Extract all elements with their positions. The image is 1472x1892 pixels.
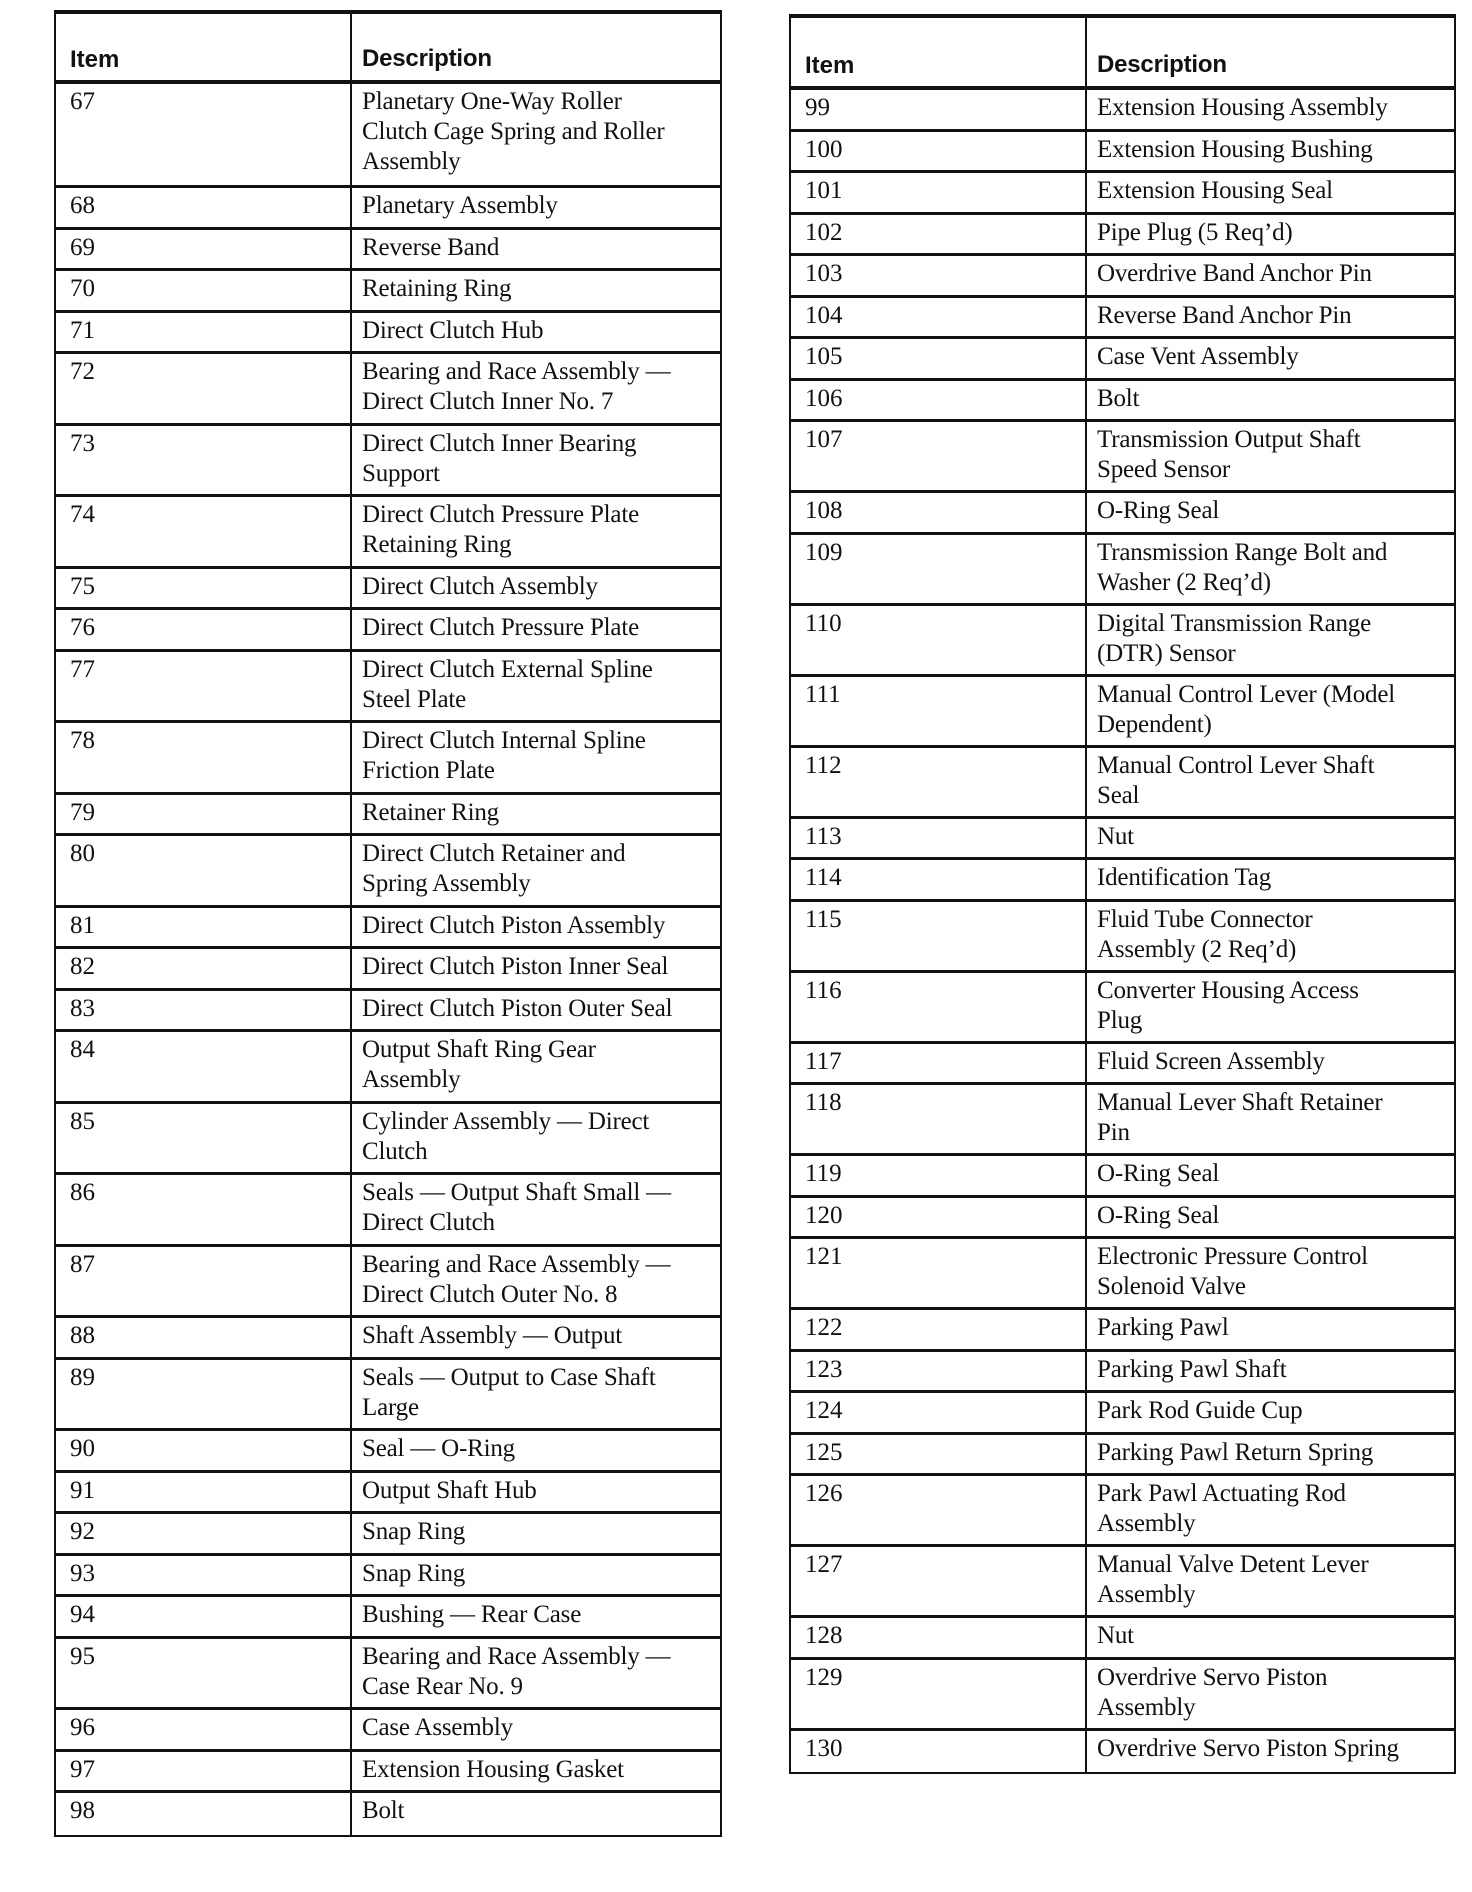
item-description — [1087, 173, 1454, 212]
description-line: Nut — [1097, 1622, 1134, 1649]
item-description — [352, 1710, 720, 1749]
table-header — [56, 14, 720, 84]
item-number: 100 — [791, 132, 1087, 171]
item-description — [352, 723, 720, 792]
item-number: 99 — [791, 90, 1087, 129]
item-description — [352, 1556, 720, 1595]
table-row — [56, 1247, 720, 1319]
item-description — [1087, 973, 1454, 1041]
item-number: 79 — [56, 795, 352, 834]
table-row — [56, 1473, 720, 1515]
item-number: 113 — [791, 819, 1087, 858]
item-description — [352, 949, 720, 988]
description-line: Manual Control Lever Shaft — [1097, 751, 1375, 779]
item-number: 101 — [791, 173, 1087, 212]
table-row — [56, 1318, 720, 1360]
item-number: 106 — [791, 381, 1087, 420]
table-row — [56, 652, 720, 724]
table-row — [791, 819, 1454, 861]
description-line: Bushing — Rear Case — [362, 1601, 582, 1628]
description-line: Bolt — [1097, 384, 1140, 412]
item-description — [1087, 860, 1454, 899]
table-row — [791, 1435, 1454, 1477]
table-row — [56, 1360, 720, 1432]
table-row — [56, 1104, 720, 1176]
description-line: Retaining Ring — [362, 275, 512, 302]
table-row — [56, 610, 720, 652]
item-description — [1087, 215, 1454, 254]
item-number: 121 — [791, 1239, 1087, 1307]
item-description — [352, 1032, 720, 1101]
description-line: Parking Pawl Shaft — [1097, 1355, 1287, 1383]
description-line: Shaft Assembly — Output — [362, 1322, 622, 1349]
item-number: 69 — [56, 230, 352, 269]
description-line: Pipe Plug (5 Req’d) — [1097, 218, 1293, 246]
table-row — [56, 1431, 720, 1473]
item-description — [352, 1752, 720, 1791]
item-number: 124 — [791, 1393, 1087, 1432]
description-line: Direct Clutch Inner No. 7 — [362, 388, 614, 415]
description-line: Transmission Range Bolt and — [1097, 538, 1388, 566]
item-description — [352, 1104, 720, 1173]
table-row — [791, 339, 1454, 381]
item-number: 123 — [791, 1352, 1087, 1391]
item-number: 77 — [56, 652, 352, 721]
item-number: 104 — [791, 298, 1087, 337]
table-row — [56, 1793, 720, 1835]
description-line: Friction Plate — [362, 757, 495, 784]
table-row — [791, 173, 1454, 215]
description-line: Overdrive Band Anchor Pin — [1097, 260, 1372, 287]
item-description — [1087, 1731, 1454, 1773]
item-number: 115 — [791, 902, 1087, 970]
table-row — [56, 1752, 720, 1794]
description-line: Reverse Band Anchor Pin — [1097, 301, 1352, 329]
item-description — [1087, 1476, 1454, 1544]
description-line: Direct Clutch External Spline — [362, 655, 653, 683]
item-description — [352, 1793, 720, 1835]
description-line: Extension Housing Seal — [1097, 177, 1333, 204]
description-line: Direct Clutch Pressure Plate — [362, 614, 639, 641]
item-number: 83 — [56, 991, 352, 1030]
description-line: Pin — [1097, 1119, 1130, 1146]
item-number: 94 — [56, 1597, 352, 1636]
description-line: Clutch — [362, 1137, 428, 1165]
description-line: Retainer Ring — [362, 798, 499, 826]
table-row — [791, 1085, 1454, 1156]
table-row — [791, 1156, 1454, 1198]
table-row — [791, 493, 1454, 535]
description-column-header: Description — [1097, 51, 1227, 78]
item-number: 128 — [791, 1618, 1087, 1657]
item-description — [1087, 1310, 1454, 1349]
item-description — [1087, 748, 1454, 816]
description-line: Extension Housing Assembly — [1097, 94, 1388, 121]
description-line: Direct Clutch Piston Inner Seal — [362, 953, 669, 980]
item-number: 122 — [791, 1310, 1087, 1349]
description-line: Plug — [1097, 1006, 1143, 1034]
item-number: 111 — [791, 677, 1087, 745]
description-line: Snap Ring — [362, 1559, 466, 1587]
item-description — [352, 188, 720, 227]
item-number: 103 — [791, 256, 1087, 295]
item-description — [352, 1639, 720, 1708]
item-description — [352, 1360, 720, 1429]
description-line: Parking Pawl — [1097, 1314, 1229, 1341]
description-line: Direct Clutch Pressure Plate — [362, 501, 639, 528]
description-line: Identification Tag — [1097, 864, 1271, 891]
item-description — [1087, 1198, 1454, 1237]
item-number: 108 — [791, 493, 1087, 532]
table-row — [56, 271, 720, 313]
item-number: 74 — [56, 497, 352, 566]
description-line: Planetary One-Way Roller — [362, 88, 622, 115]
table-row — [791, 381, 1454, 423]
description-line: O-Ring Seal — [1097, 1201, 1220, 1229]
table-row — [56, 188, 720, 230]
item-description — [352, 652, 720, 721]
description-line: Extension Housing Gasket — [362, 1755, 624, 1783]
item-number: 110 — [791, 606, 1087, 674]
item-description — [352, 313, 720, 352]
item-number: 95 — [56, 1639, 352, 1708]
item-number: 125 — [791, 1435, 1087, 1474]
description-line: Assembly — [362, 148, 461, 175]
description-line: Bearing and Race Assembly — — [362, 1642, 671, 1670]
item-description — [352, 84, 720, 185]
item-description — [1087, 339, 1454, 378]
description-line: Bearing and Race Assembly — — [362, 358, 671, 385]
item-description — [352, 271, 720, 310]
table-row — [791, 748, 1454, 819]
table-row — [56, 569, 720, 611]
table-row — [791, 422, 1454, 493]
item-number: 117 — [791, 1044, 1087, 1083]
parts-table-right — [789, 14, 1456, 1774]
table-row — [791, 1198, 1454, 1240]
description-line: Bearing and Race Assembly — — [362, 1250, 671, 1278]
item-number: 102 — [791, 215, 1087, 254]
table-row — [791, 535, 1454, 606]
item-description — [352, 1597, 720, 1636]
table-row — [791, 1310, 1454, 1352]
table-row — [791, 677, 1454, 748]
table-row — [791, 606, 1454, 677]
item-description — [1087, 1085, 1454, 1153]
description-line: Direct Clutch Internal Spline — [362, 727, 646, 754]
item-description — [1087, 1156, 1454, 1195]
item-number: 84 — [56, 1032, 352, 1101]
item-description — [1087, 1393, 1454, 1432]
description-line: Planetary Assembly — [362, 192, 558, 219]
description-line: Parking Pawl Return Spring — [1097, 1438, 1374, 1466]
item-number: 90 — [56, 1431, 352, 1470]
description-line: Seals — Output Shaft Small — — [362, 1179, 671, 1206]
description-line: Output Shaft Hub — [362, 1476, 537, 1504]
item-number: 75 — [56, 569, 352, 608]
item-number: 116 — [791, 973, 1087, 1041]
item-number: 68 — [56, 188, 352, 227]
table-row — [791, 1393, 1454, 1435]
item-description — [352, 1318, 720, 1357]
table-row — [56, 795, 720, 837]
item-description — [352, 426, 720, 495]
description-line: Cylinder Assembly — Direct — [362, 1107, 650, 1135]
item-description — [1087, 677, 1454, 745]
description-line: Direct Clutch Inner Bearing — [362, 429, 637, 457]
item-number: 76 — [56, 610, 352, 649]
table-row — [56, 1710, 720, 1752]
item-number: 109 — [791, 535, 1087, 603]
description-line: Transmission Output Shaft — [1097, 426, 1361, 453]
table-row — [791, 215, 1454, 257]
table-row — [56, 497, 720, 569]
item-number: 72 — [56, 354, 352, 423]
description-line: Fluid Screen Assembly — [1097, 1047, 1325, 1075]
item-description — [1087, 535, 1454, 603]
item-description — [1087, 422, 1454, 490]
item-description — [352, 610, 720, 649]
description-line: Speed Sensor — [1097, 456, 1231, 483]
description-line: Park Pawl Actuating Rod — [1097, 1480, 1346, 1507]
description-line: Direct Clutch Retainer and — [362, 840, 626, 867]
description-line: Reverse Band — [362, 233, 500, 261]
item-number: 130 — [791, 1731, 1087, 1773]
description-line: Case Vent Assembly — [1097, 343, 1299, 370]
item-description — [352, 569, 720, 608]
description-line: Output Shaft Ring Gear — [362, 1036, 596, 1063]
description-line: Overdrive Servo Piston Spring — [1097, 1734, 1399, 1762]
table-row — [791, 90, 1454, 132]
item-number: 118 — [791, 1085, 1087, 1153]
description-line: Overdrive Servo Piston — [1097, 1663, 1328, 1691]
item-description — [1087, 381, 1454, 420]
item-description — [1087, 298, 1454, 337]
item-description — [352, 230, 720, 269]
description-line: Direct Clutch Assembly — [362, 572, 598, 600]
item-number: 91 — [56, 1473, 352, 1512]
description-line: Manual Control Lever (Model — [1097, 680, 1395, 708]
description-line: Dependent) — [1097, 710, 1212, 738]
item-number: 78 — [56, 723, 352, 792]
item-number: 86 — [56, 1175, 352, 1244]
table-row — [56, 836, 720, 908]
description-line: Digital Transmission Range — [1097, 609, 1371, 637]
item-number: 126 — [791, 1476, 1087, 1544]
item-description — [1087, 256, 1454, 295]
table-row — [791, 860, 1454, 902]
description-line: Fluid Tube Connector — [1097, 905, 1313, 933]
description-line: Seals — Output to Case Shaft — [362, 1363, 656, 1391]
description-line: (DTR) Sensor — [1097, 639, 1236, 667]
table-row — [56, 426, 720, 498]
item-description — [352, 1473, 720, 1512]
item-number: 89 — [56, 1360, 352, 1429]
description-line: Assembly — [362, 1066, 461, 1093]
item-description — [352, 1514, 720, 1553]
item-description — [352, 1247, 720, 1316]
description-line: O-Ring Seal — [1097, 497, 1220, 524]
table-row — [791, 132, 1454, 174]
item-description — [352, 908, 720, 947]
item-description — [352, 497, 720, 566]
item-description — [1087, 1239, 1454, 1307]
table-row — [791, 256, 1454, 298]
item-number: 97 — [56, 1752, 352, 1791]
description-line: Extension Housing Bushing — [1097, 135, 1373, 163]
item-number: 81 — [56, 908, 352, 947]
table-row — [56, 949, 720, 991]
item-number: 105 — [791, 339, 1087, 378]
description-line: Direct Clutch — [362, 1209, 495, 1236]
description-line: Case Assembly — [362, 1714, 513, 1741]
table-row — [791, 1239, 1454, 1310]
description-line: Assembly — [1097, 1510, 1196, 1537]
description-line: Manual Lever Shaft Retainer — [1097, 1089, 1383, 1116]
item-number: 92 — [56, 1514, 352, 1553]
table-row — [56, 1032, 720, 1104]
description-line: Steel Plate — [362, 685, 467, 713]
description-line: Spring Assembly — [362, 870, 531, 897]
item-description — [352, 991, 720, 1030]
item-description — [352, 354, 720, 423]
description-line: Nut — [1097, 822, 1134, 850]
table-row — [56, 908, 720, 950]
table-row — [791, 1352, 1454, 1394]
item-number: 82 — [56, 949, 352, 988]
item-column-header: Item — [56, 14, 352, 80]
table-row — [56, 84, 720, 188]
table-row — [56, 1597, 720, 1639]
item-number: 87 — [56, 1247, 352, 1316]
description-line: Seal — [1097, 781, 1140, 809]
item-description — [1087, 819, 1454, 858]
item-description — [1087, 1547, 1454, 1615]
item-number: 70 — [56, 271, 352, 310]
table-row — [791, 1618, 1454, 1660]
table-row — [56, 1514, 720, 1556]
table-row — [56, 1639, 720, 1711]
description-line: Direct Clutch Outer No. 8 — [362, 1280, 618, 1308]
item-number: 96 — [56, 1710, 352, 1749]
description-line: Assembly — [1097, 1693, 1196, 1721]
table-row — [56, 1175, 720, 1247]
item-description — [352, 795, 720, 834]
item-description — [1087, 1618, 1454, 1657]
item-number: 112 — [791, 748, 1087, 816]
table-row — [791, 1731, 1454, 1773]
item-description — [1087, 493, 1454, 532]
table-row — [56, 313, 720, 355]
item-number: 88 — [56, 1318, 352, 1357]
description-line: O-Ring Seal — [1097, 1160, 1220, 1187]
item-column-header: Item — [791, 18, 1087, 86]
item-number: 73 — [56, 426, 352, 495]
description-line: Assembly — [1097, 1581, 1196, 1608]
table-row — [791, 1476, 1454, 1547]
item-number: 107 — [791, 422, 1087, 490]
table-row — [791, 1044, 1454, 1086]
description-line: Case Rear No. 9 — [362, 1672, 523, 1700]
item-number: 120 — [791, 1198, 1087, 1237]
description-line: Park Rod Guide Cup — [1097, 1397, 1303, 1424]
item-number: 85 — [56, 1104, 352, 1173]
description-column-header: Description — [362, 45, 492, 72]
table-row — [56, 230, 720, 272]
description-line: Assembly (2 Req’d) — [1097, 935, 1297, 963]
table-row — [791, 973, 1454, 1044]
description-line: Retaining Ring — [362, 531, 512, 558]
table-row — [791, 1660, 1454, 1731]
description-line: Direct Clutch Piston Outer Seal — [362, 994, 673, 1022]
table-row — [56, 354, 720, 426]
table-row — [56, 723, 720, 795]
item-number: 127 — [791, 1547, 1087, 1615]
description-line: Support — [362, 459, 440, 487]
description-line: Electronic Pressure Control — [1097, 1243, 1368, 1270]
item-number: 80 — [56, 836, 352, 905]
table-row — [791, 298, 1454, 340]
description-line: Converter Housing Access — [1097, 976, 1359, 1004]
table-row — [56, 1556, 720, 1598]
item-number: 98 — [56, 1793, 352, 1835]
item-number: 129 — [791, 1660, 1087, 1728]
item-description — [1087, 132, 1454, 171]
item-description — [352, 836, 720, 905]
parts-table-left — [54, 10, 722, 1837]
description-line: Bolt — [362, 1797, 405, 1824]
item-description — [1087, 1352, 1454, 1391]
item-number: 119 — [791, 1156, 1087, 1195]
item-description — [1087, 90, 1454, 129]
item-number: 67 — [56, 84, 352, 185]
description-line: Manual Valve Detent Lever — [1097, 1551, 1369, 1578]
item-description — [352, 1175, 720, 1244]
description-line: Seal — O-Ring — [362, 1435, 515, 1462]
table-row — [56, 991, 720, 1033]
description-line: Direct Clutch Hub — [362, 316, 544, 344]
item-description — [1087, 1435, 1454, 1474]
table-row — [791, 902, 1454, 973]
item-description — [352, 1431, 720, 1470]
description-line: Solenoid Valve — [1097, 1273, 1246, 1300]
item-number: 71 — [56, 313, 352, 352]
description-line: Washer (2 Req’d) — [1097, 568, 1271, 596]
item-number: 93 — [56, 1556, 352, 1595]
description-line: Direct Clutch Piston Assembly — [362, 911, 666, 939]
item-description — [1087, 1044, 1454, 1083]
item-description — [1087, 1660, 1454, 1728]
item-description — [1087, 902, 1454, 970]
item-description — [1087, 606, 1454, 674]
description-line: Snap Ring — [362, 1518, 466, 1545]
table-row — [791, 1547, 1454, 1618]
item-number: 114 — [791, 860, 1087, 899]
description-line: Large — [362, 1393, 419, 1421]
description-line: Clutch Cage Spring and Roller — [362, 118, 665, 145]
table-header — [791, 18, 1454, 90]
